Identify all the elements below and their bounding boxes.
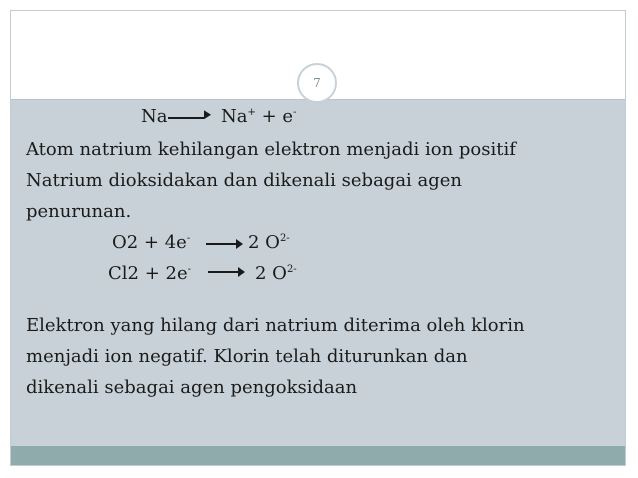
paragraph1-line3: penurunan. xyxy=(26,201,132,222)
reaction-arrow-icon xyxy=(204,233,244,249)
paragraph1-line1: Atom natrium kehilangan elektron menjadi ion positif xyxy=(26,139,516,160)
equation1-right: Na+ + e- xyxy=(221,106,297,127)
paragraph2-line3: dikenali sebagai agen pengoksidaan xyxy=(26,377,358,398)
equation1-left: Na xyxy=(141,106,168,127)
paragraph2-line1: Elektron yang hilang dari natrium diterima oleh klorin xyxy=(26,315,525,336)
paragraph2-line2: menjadi ion negatif. Klorin telah diturunkan dan xyxy=(26,346,468,367)
equation2-right: 2 $O^{2-}$ xyxy=(248,232,290,253)
paragraph1-line2: Natrium dioksidakan dan dikenali sebagai agen xyxy=(26,170,463,191)
reaction-arrow-icon xyxy=(166,106,212,122)
footer-band xyxy=(11,446,625,465)
page-number-badge xyxy=(297,63,337,103)
reaction-arrow-icon xyxy=(206,261,246,277)
equation3-left: Cl2 + 2e- xyxy=(108,263,192,284)
page-number: 7 xyxy=(313,76,321,90)
equation3-right: 2 $O^{2-}$ xyxy=(255,263,297,284)
equation2-left: O2 + 4e- xyxy=(112,232,191,253)
